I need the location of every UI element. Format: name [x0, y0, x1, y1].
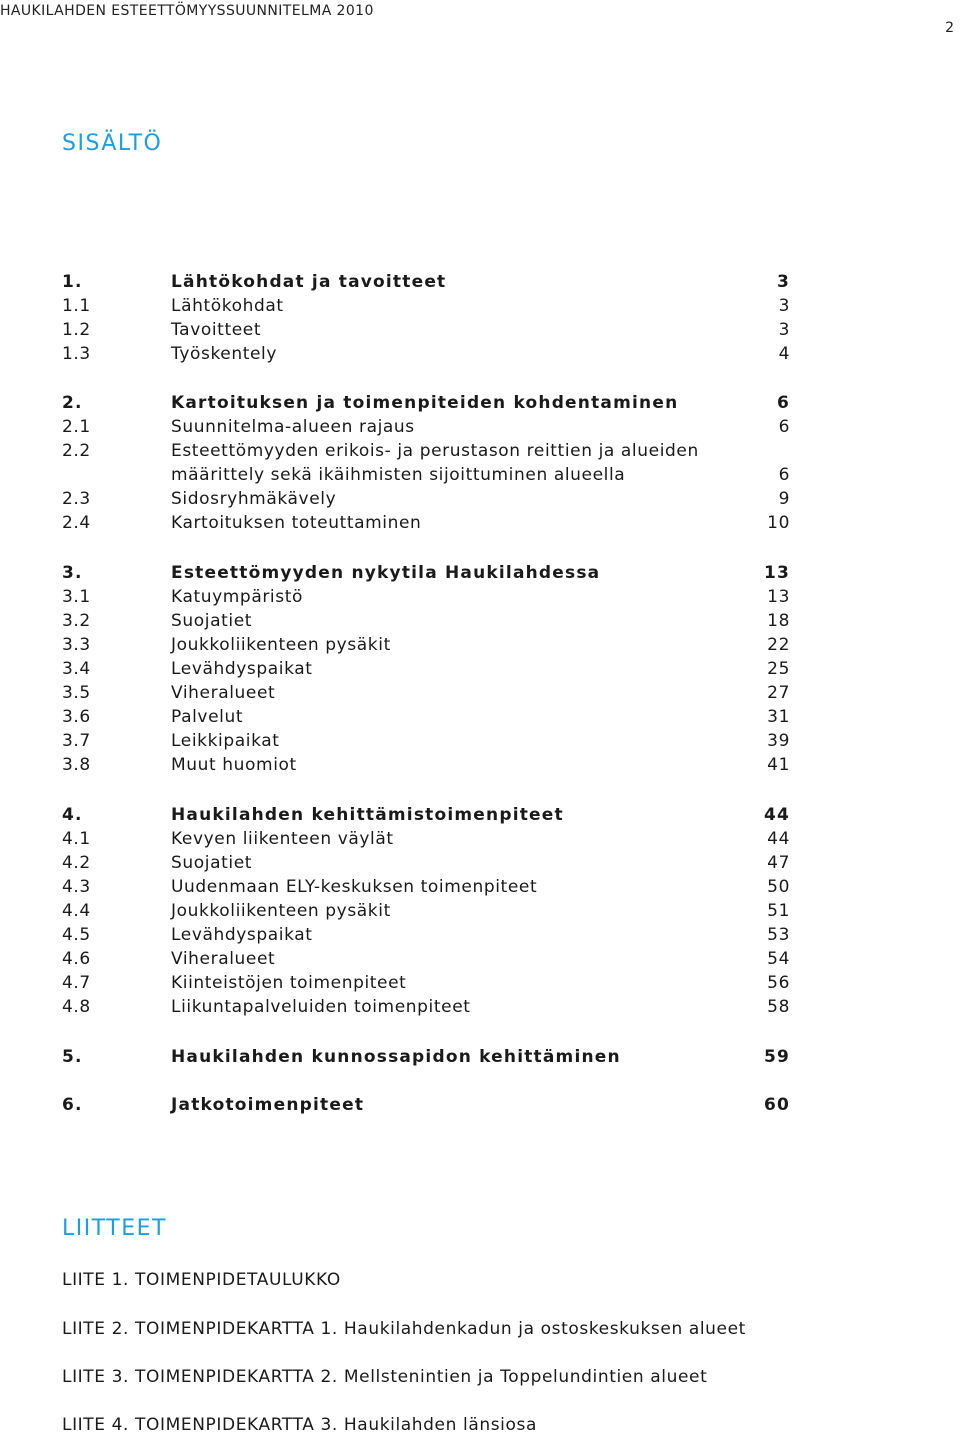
toc-entry-number: 4.6 [62, 949, 91, 969]
toc-entry-number: 3.5 [62, 683, 91, 703]
toc-entry-page: 39 [767, 731, 790, 751]
toc-entry-number: 2.4 [62, 513, 91, 533]
toc-entry [62, 585, 790, 609]
toc-entry [62, 270, 790, 294]
toc-entry [62, 511, 790, 535]
toc-entry-page: 51 [767, 901, 790, 921]
toc-entry-page: 10 [767, 513, 790, 533]
toc-entry [62, 803, 790, 827]
toc-entry-number: 3.4 [62, 659, 91, 679]
toc-entry [62, 1045, 790, 1069]
toc-entry-page: 4 [778, 344, 790, 364]
toc-heading: SISÄLTÖ [62, 131, 163, 156]
toc-entry [62, 995, 790, 1019]
page-number: 2 [945, 20, 954, 36]
toc-entry [62, 294, 790, 318]
toc-entry-number: 3.2 [62, 611, 91, 631]
toc-entry-title: Esteettömyyden nykytila Haukilahdessa [171, 563, 601, 583]
toc-entry-page: 3 [778, 320, 790, 340]
toc-entry-title: Kartoituksen ja toimenpiteiden kohdentaminen [171, 393, 679, 413]
toc-entry-number: 4.2 [62, 853, 91, 873]
toc-entry [62, 875, 790, 899]
toc-entry-title: Esteettömyyden erikois- ja perustason reittien ja alueiden [171, 441, 699, 461]
toc-entry-number: 2.1 [62, 417, 91, 437]
document-header-title: HAUKILAHDEN ESTEETTÖMYYSSUUNNITELMA 2010 [0, 3, 374, 19]
toc-entry-title: Kevyen liikenteen väylät [171, 829, 394, 849]
toc-entry-number: 3.6 [62, 707, 91, 727]
toc-entry-title: Suojatiet [171, 611, 253, 631]
toc-entry [62, 657, 790, 681]
toc-entry-number: 3.3 [62, 635, 91, 655]
toc-entry-number: 2.2 [62, 441, 91, 461]
toc-entry [62, 342, 790, 366]
toc-entry-number: 2.3 [62, 489, 91, 509]
toc-entry-number: 3. [62, 563, 83, 583]
toc-entry-page: 3 [776, 272, 790, 292]
toc-entry-number: 4.1 [62, 829, 91, 849]
toc-entry-page: 9 [778, 489, 790, 509]
toc-entry-title: Uudenmaan ELY-keskuksen toimenpiteet [171, 877, 538, 897]
toc-entry-page: 22 [767, 635, 790, 655]
toc-entry [62, 681, 790, 705]
toc-entry-title: Suojatiet [171, 853, 253, 873]
toc-entry-title: Tavoitteet [171, 320, 262, 340]
toc-entry-page: 54 [767, 949, 790, 969]
toc-entry-page: 44 [763, 805, 790, 825]
toc-entry-page: 59 [763, 1047, 790, 1067]
toc-entry-page: 6 [778, 465, 790, 485]
toc-entry [62, 391, 790, 415]
toc-entry-number: 6. [62, 1095, 83, 1115]
toc-entry-number: 1. [62, 272, 83, 292]
toc-entry-number: 3.7 [62, 731, 91, 751]
toc-entry [62, 827, 790, 851]
toc-entry-number: 4.3 [62, 877, 91, 897]
toc-entry-number: 4.5 [62, 925, 91, 945]
toc-entry [62, 753, 790, 777]
toc-entry [62, 439, 790, 463]
appendix-item: LIITE 3. TOIMENPIDEKARTTA 2. Mellstenintien ja Toppelundintien alueet [62, 1367, 708, 1387]
toc-entry [62, 318, 790, 342]
toc-entry [62, 923, 790, 947]
toc-entry-title: Kiinteistöjen toimenpiteet [171, 973, 407, 993]
toc-entry [62, 633, 790, 657]
toc-entry-page: 58 [767, 997, 790, 1017]
toc-entry [62, 971, 790, 995]
toc-entry [62, 561, 790, 585]
toc-entry-title: Lähtökohdat ja tavoitteet [171, 272, 447, 292]
toc-entry [171, 463, 790, 487]
toc-entry-number: 1.1 [62, 296, 91, 316]
toc-entry-title: Viheralueet [171, 949, 276, 969]
toc-entry-number: 4.8 [62, 997, 91, 1017]
toc-entry-title: Muut huomiot [171, 755, 297, 775]
appendices-heading: LIITTEET [62, 1216, 167, 1241]
toc-entry-page: 50 [767, 877, 790, 897]
toc-entry-number: 3.1 [62, 587, 91, 607]
toc-entry-title: Levähdyspaikat [171, 659, 313, 679]
appendix-item: LIITE 1. TOIMENPIDETAULUKKO [62, 1270, 341, 1290]
appendix-item: LIITE 4. TOIMENPIDEKARTTA 3. Haukilahden länsiosa [62, 1415, 537, 1435]
toc-entry-title: Lähtökohdat [171, 296, 284, 316]
toc-entry [62, 1093, 790, 1117]
toc-entry-page: 6 [778, 417, 790, 437]
toc-entry-page: 13 [767, 587, 790, 607]
toc-entry [62, 947, 790, 971]
toc-entry-title: Sidosryhmäkävely [171, 489, 337, 509]
toc-entry-number: 4. [62, 805, 83, 825]
toc-entry-page: 41 [767, 755, 790, 775]
toc-entry-title: Kartoituksen toteuttaminen [171, 513, 422, 533]
toc-entry-page: 60 [763, 1095, 790, 1115]
toc-entry-title: Työskentely [171, 344, 278, 364]
toc-entry-page: 31 [767, 707, 790, 727]
toc-entry [62, 705, 790, 729]
toc-entry-title: Haukilahden kunnossapidon kehittäminen [171, 1047, 621, 1067]
toc-entry-number: 1.3 [62, 344, 91, 364]
toc-entry-number: 4.4 [62, 901, 91, 921]
appendix-item: LIITE 2. TOIMENPIDEKARTTA 1. Haukilahdenkadun ja ostoskeskuksen alueet [62, 1319, 746, 1339]
toc-entry-page: 47 [767, 853, 790, 873]
toc-entry-title: Viheralueet [171, 683, 276, 703]
toc-entry-number: 5. [62, 1047, 83, 1067]
toc-entry [62, 729, 790, 753]
toc-entry-page: 6 [776, 393, 790, 413]
toc-entry-title: määrittely sekä ikäihmisten sijoittuminen alueella [171, 465, 626, 485]
toc-entry-title: Joukkoliikenteen pysäkit [171, 901, 391, 921]
toc-entry-title: Joukkoliikenteen pysäkit [171, 635, 391, 655]
toc-entry-page: 25 [767, 659, 790, 679]
toc-entry [62, 899, 790, 923]
toc-entry-title: Levähdyspaikat [171, 925, 313, 945]
toc-entry-page: 27 [767, 683, 790, 703]
toc-entry-number: 3.8 [62, 755, 91, 775]
toc-entry-title: Palvelut [171, 707, 244, 727]
toc-entry-page: 56 [767, 973, 790, 993]
toc-entry [62, 851, 790, 875]
toc-entry-page: 18 [767, 611, 790, 631]
toc-entry-number: 1.2 [62, 320, 91, 340]
toc-entry-page: 13 [763, 563, 790, 583]
toc-entry-number: 4.7 [62, 973, 91, 993]
toc-entry-title: Leikkipaikat [171, 731, 280, 751]
toc-entry-title: Liikuntapalveluiden toimenpiteet [171, 997, 471, 1017]
toc-entry-title: Suunnitelma-alueen rajaus [171, 417, 415, 437]
toc-entry-title: Katuympäristö [171, 587, 303, 607]
toc-entry-title: Haukilahden kehittämistoimenpiteet [171, 805, 564, 825]
toc-entry [62, 415, 790, 439]
toc-entry-page: 3 [778, 296, 790, 316]
toc-entry [62, 487, 790, 511]
toc-entry [62, 609, 790, 633]
toc-entry-number: 2. [62, 393, 83, 413]
toc-entry-title: Jatkotoimenpiteet [171, 1095, 365, 1115]
toc-entry-page: 53 [767, 925, 790, 945]
toc-entry-page: 44 [767, 829, 790, 849]
